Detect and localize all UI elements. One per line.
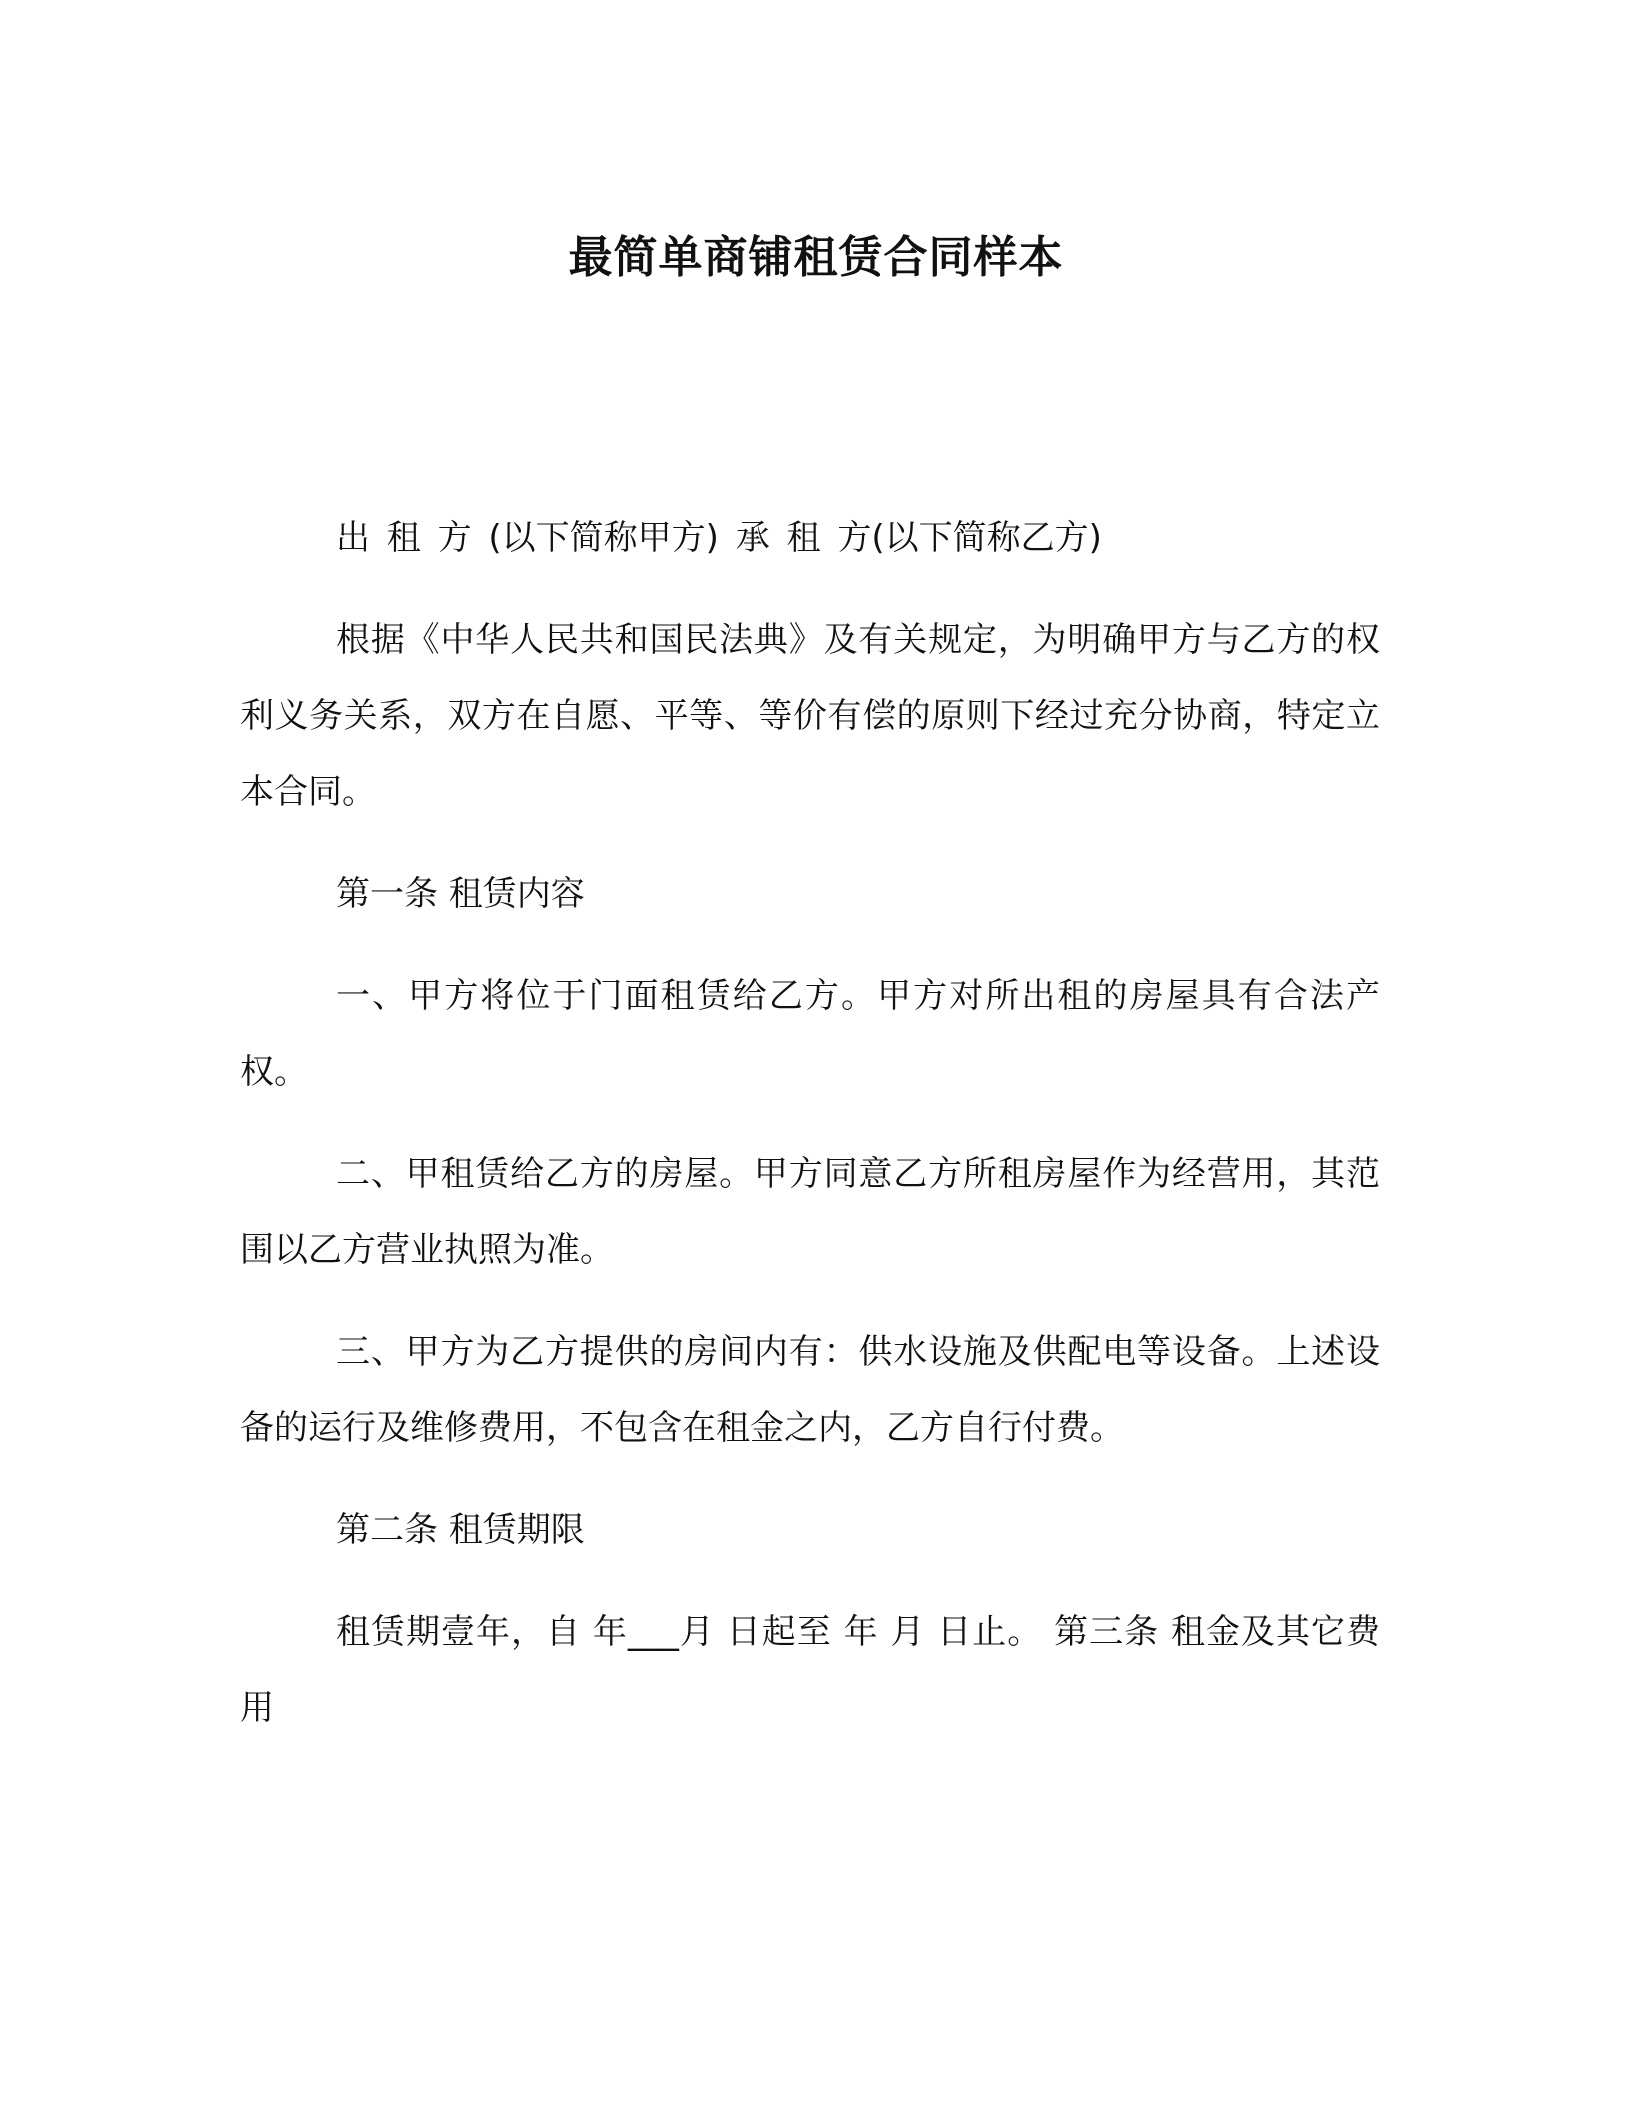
article-1-clause-2: 二、甲租赁给乙方的房屋。甲方同意乙方所租房屋作为经营用，其范围以乙方营业执照为准。 [240,1154,1380,1270]
article-1-clause-3: 三、甲方为乙方提供的房间内有：供水设施及供配电等设备。上述设备的运行及维修费用，不包含在租金之内，乙方自行付费。 [240,1332,1380,1448]
article-1-heading: 第一条 租赁内容 [336,874,585,914]
document-title: 最简单商铺租赁合同样本 [568,232,1064,283]
article-2-heading: 第二条 租赁期限 [336,1510,585,1550]
preamble-paragraph: 根据《中华人民共和国民法典》及有关规定，为明确甲方与乙方的权利义务关系，双方在自愿、平等、等价有偿的原则下经过充分协商，特定立本合同。 [240,620,1380,812]
article-1-clause-1: 一、甲方将位于门面租赁给乙方。甲方对所出租的房屋具有合法产权。 [240,976,1380,1092]
lease-term-paragraph: 租赁期壹年，自 年___月 日起至 年 月 日止。 第三条 租金及其它费用 [240,1612,1380,1728]
document-body [240,500,1380,1772]
parties-line: 出 租 方 (以下简称甲方) 承 租 方(以下简称乙方) [336,518,1102,558]
